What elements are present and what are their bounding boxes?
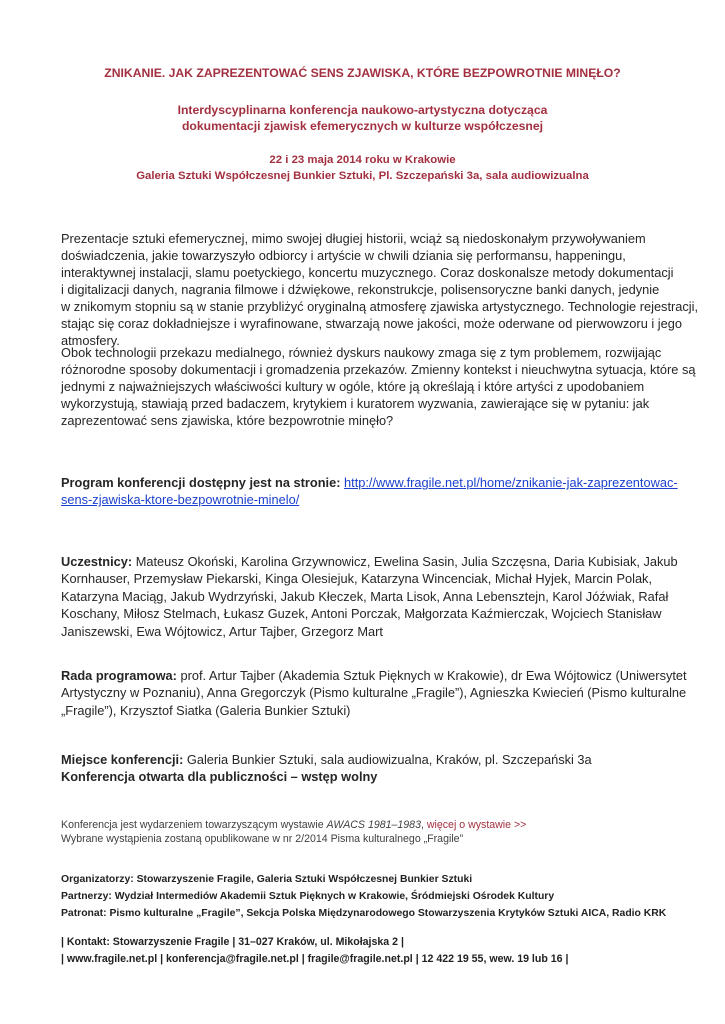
paragraph-line: wykorzystują, stawiają przed badaczem, krytykiem i kuratorem wyzwania, zawierające się w pytaniu: jak xyxy=(61,396,650,411)
conference-subtitle xyxy=(40,102,685,134)
conference-date-place xyxy=(40,152,685,184)
program-council-section xyxy=(61,667,687,719)
open-to-public-note: Konferencja otwarta dla publiczności – wstęp wolny xyxy=(61,769,378,785)
participants-list: Koschany, Miłosz Stelmach, Łukasz Guzek, Antoni Porczak, Małgorzata Kaźmierczak, Wojciech Stanisław xyxy=(61,606,662,622)
conference-place: Galeria Sztuki Współczesnej Bunkier Sztuki, Pl. Szczepański 3a, sala audiowizualna xyxy=(136,170,589,182)
intro-paragraph-1 xyxy=(61,230,699,349)
paragraph-line: jednymi z najważniejszych właściwości kultury w ogóle, które ją określają i które artyści z upodobaniem xyxy=(61,379,645,394)
paragraph-line: Obok technologii przekazu medialnego, również dyskurs naukowy zmaga się z tym problemem, rozwijając xyxy=(61,345,662,360)
program-link-part-2[interactable]: sens-zjawiska-ktore-bezpowrotnie-minelo/ xyxy=(61,492,300,507)
participants-section xyxy=(61,553,678,640)
subtitle-line: dokumentacji zjawisk efemerycznych w kulturze współczesnej xyxy=(181,119,543,133)
more-about-exhibition-link[interactable]: więcej o wystawie >> xyxy=(426,819,527,831)
paragraph-line: interaktywnej instalacji, slamu poetyckiego, koncertu muzycznego. Coraz doskonalsze metody dokumentacji xyxy=(61,265,674,280)
paragraph-line: doświadczenia, jakie towarzyszyło odbiorcy i artyście w chwili dziania się performansu, happeningu, xyxy=(61,248,626,263)
publication-note: Wybrane wystąpienia zostaną opublikowane w nr 2/2014 Pisma kulturalnego „Fragile” xyxy=(61,833,464,845)
venue-section xyxy=(61,751,673,786)
venue-text: Galeria Bunkier Sztuki, sala audiowizualna, Kraków, pl. Szczepański 3a xyxy=(186,752,592,767)
council-label: Rada programowa: xyxy=(61,668,177,683)
partners-line: Partnerzy: Wydział Intermediów Akademii Sztuk Pięknych w Krakowie, Śródmiejski Ośrodek Kultury xyxy=(61,891,555,902)
contact-details: | www.fragile.net.pl | konferencja@fragile.net.pl | fragile@fragile.net.pl | 12 422 19 55, wew. 19 lub 16 | xyxy=(61,953,569,965)
council-members: Artystyczny w Poznaniu), Anna Gregorczyk (Pismo kulturalne „Fragile”), Agnieszka Kwiecień (Pismo kulturalne xyxy=(61,685,687,701)
program-link-part-1[interactable]: http://www.fragile.net.pl/home/znikanie-jak-zaprezentowac- xyxy=(344,475,678,490)
organizers-line: Organizatorzy: Stowarzyszenie Fragile, Galeria Sztuki Współczesnej Bunkier Sztuki xyxy=(61,874,473,885)
paragraph-line: i digitalizacji danych, nagrania filmowe i dźwiękowe, rekonstrukcje, polisensoryczne banki danych, jedynie xyxy=(61,282,660,297)
venue-label: Miejsce konferencji: xyxy=(61,752,184,767)
patronage-line: Patronat: Pismo kulturalne „Fragile”, Sekcja Polska Międzynarodowego Stowarzyszenia Krytyków Sztuki AICA, Radio KRK xyxy=(61,908,667,919)
council-members: „Fragile”), Krzysztof Siatka (Galeria Bunkier Sztuki) xyxy=(61,702,351,718)
paragraph-line: w znikomym stopniu są w stanie przybliżyć oryginalną atmosferę zjawiska artystycznego. Technologie rejestracji, xyxy=(61,299,699,314)
intro-paragraph-2 xyxy=(61,344,696,429)
contact-section xyxy=(61,934,681,968)
paragraph-line: atmosfery. xyxy=(61,333,120,348)
participants-list: Kornhauser, Przemysław Piekarski, Kinga Olesiejuk, Katarzyna Wincenciak, Michał Hyjek, Marcin Polak, xyxy=(61,571,653,587)
paragraph-line: zaprezentować sens zjawiska, które bezpowrotnie minęło? xyxy=(61,413,394,428)
council-members: prof. Artur Tajber (Akademia Sztuk Pięknych w Krakowie), dr Ewa Wójtowicz (Uniwersytet xyxy=(180,668,687,683)
subtitle-line: Interdyscyplinarna konferencja naukowo-artystyczna dotycząca xyxy=(177,103,548,117)
exhibition-title: AWACS 1981–1983 xyxy=(326,819,421,831)
program-section xyxy=(61,474,678,508)
participants-list: Mateusz Okoński, Karolina Grzywnowicz, Ewelina Sasin, Julia Szczęsna, Daria Kubisiak, Jakub xyxy=(135,554,678,569)
participants-list: Janiszewski, Ewa Wójtowicz, Artur Tajber, Grzegorz Mart xyxy=(61,623,383,639)
note-separator: , xyxy=(420,819,427,831)
organizers-section xyxy=(61,871,701,922)
notes-section xyxy=(61,818,673,846)
paragraph-line: różnorodne sposoby dokumentacji i gromadzenia przekazów. Zmienny kontekst i nieuchwytna sytuacja, które są xyxy=(61,362,696,377)
paragraph-line: stając się coraz dokładniejsze i wyrafinowane, stwarzają nowe jakości, może oderwane od pierwowzoru i jego xyxy=(61,316,682,331)
page-title: ZNIKANIE. JAK ZAPREZENTOWAĆ SENS ZJAWISKA, KTÓRE BEZPOWROTNIE MINĘŁO? xyxy=(104,66,621,80)
participants-label: Uczestnicy: xyxy=(61,554,133,569)
contact-address: | Kontakt: Stowarzyszenie Fragile | 31–027 Kraków, ul. Mikołajska 2 | xyxy=(61,936,404,948)
exhibition-note: Konferencja jest wydarzeniem towarzyszącym wystawie xyxy=(61,819,327,831)
conference-date: 22 i 23 maja 2014 roku w Krakowie xyxy=(269,154,456,166)
participants-list: Katarzyna Maciąg, Jakub Wydrzyński, Jakub Kłeczek, Marta Lisok, Anna Lebensztejn, Karol Jóźwiak, Rafał xyxy=(61,588,669,604)
paragraph-line: Prezentacje sztuki efemerycznej, mimo swojej długiej historii, wciąż są niedoskonałym przywoływaniem xyxy=(61,231,646,246)
program-label: Program konferencji dostępny jest na stronie: xyxy=(61,475,341,490)
